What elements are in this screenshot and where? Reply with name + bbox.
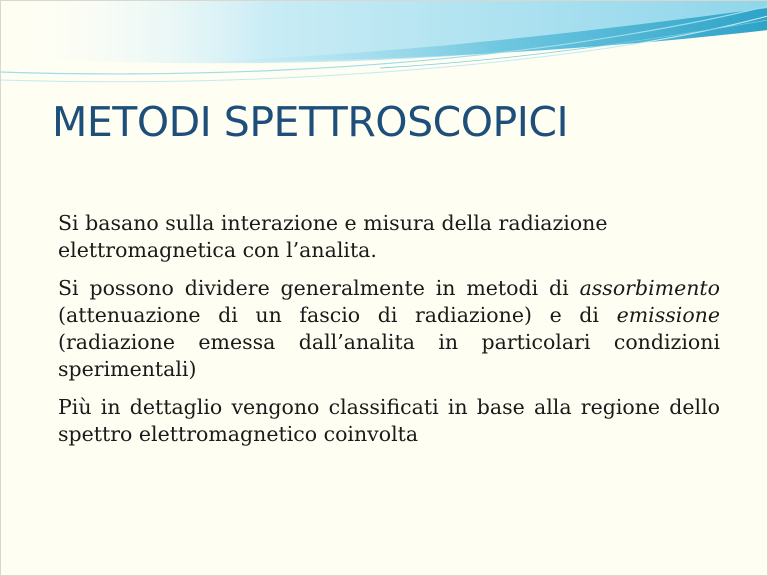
slide-title: METODI SPETTROSCOPICI xyxy=(52,98,569,146)
term-emissione: emissione xyxy=(616,303,720,327)
paragraph-1-line-2: elettromagnetica con l’analita. xyxy=(58,238,377,262)
paragraph-3: Più in dettaglio vengono classificati in base alla regione dello spettro elettromagnetico coinvolta xyxy=(58,395,720,446)
paragraph-2-mid: (attenuazione di un fascio di radiazione) e di xyxy=(58,303,617,327)
paragraph-1-line-1: Si basano sulla interazione e misura della radiazione xyxy=(58,211,608,235)
term-assorbimento: assorbimento xyxy=(579,276,720,300)
paragraph-2-intro: Si possono dividere generalmente in metodi di xyxy=(58,276,580,300)
paragraph-2-end: (radiazione emessa dall’analita in particolari condizioni sperimentali) xyxy=(58,330,720,381)
